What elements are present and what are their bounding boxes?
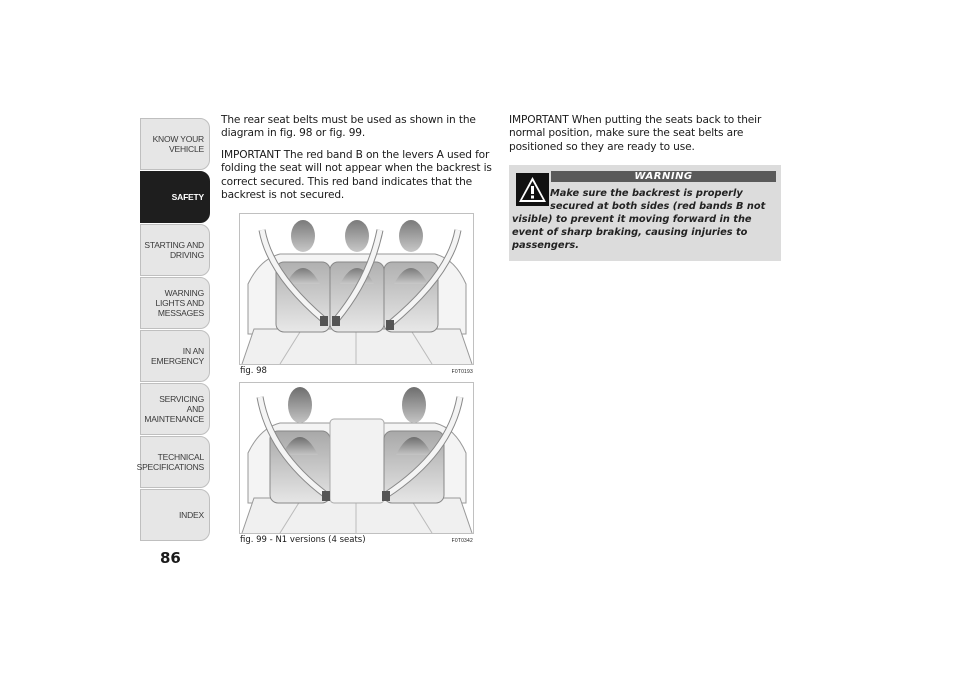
figure-99-caption: fig. 99 - N1 versions (4 seats) xyxy=(240,535,366,545)
tab-warning-lights[interactable] xyxy=(140,277,210,329)
tab-servicing[interactable] xyxy=(140,383,210,435)
warning-title: WARNING xyxy=(551,171,776,182)
figure-99-code: F0T0342 xyxy=(451,538,473,544)
page-number: 86 xyxy=(160,549,181,567)
right-column xyxy=(509,114,781,162)
tab-know-your-vehicle[interactable] xyxy=(140,118,210,170)
tab-safety[interactable] xyxy=(140,171,210,223)
tab-index[interactable] xyxy=(140,489,210,541)
rear-seat-belts-3-seats-illustration xyxy=(239,213,474,365)
left-column xyxy=(221,114,493,210)
tab-label: SERVICING AND MAINTENANCE xyxy=(144,394,204,424)
rear-seat-belts-n1-illustration xyxy=(239,382,474,534)
tab-label: SAFETY xyxy=(171,192,204,202)
tab-label: TECHNICAL SPECIFICATIONS xyxy=(136,452,205,472)
important-seats-back-paragraph: IMPORTANT When putting the seats back to their normal position, make sure the seat belts are positioned so they are ready to use. xyxy=(509,114,762,153)
figure-98 xyxy=(239,213,474,380)
warning-text: Make sure the backrest is properly secured at both sides (red bands B not visible) to prevent it moving forward in the event of sharp braking, causing injuries to passengers. xyxy=(512,188,766,251)
figure-98-caption: fig. 98 xyxy=(240,366,267,376)
tab-label: INDEX xyxy=(179,510,204,520)
tab-in-an-emergency[interactable] xyxy=(140,330,210,382)
rear-seat-belts-paragraph: The rear seat belts must be used as shown in the diagram in fig. 98 or fig. 99. xyxy=(221,114,476,140)
figure-98-code: F0T0193 xyxy=(451,369,473,375)
tab-technical-specifications[interactable] xyxy=(136,436,210,488)
tab-label: STARTING AND DRIVING xyxy=(144,240,204,260)
figure-99 xyxy=(239,382,474,549)
warning-box xyxy=(509,165,781,261)
important-red-band-paragraph: IMPORTANT The red band B on the levers A used for folding the seat will not appear when the backrest is correct secured. This red band indicates that the backrest is not secured. xyxy=(221,148,492,202)
tab-label: KNOW YOUR VEHICLE xyxy=(152,134,204,154)
tab-label: IN AN EMERGENCY xyxy=(151,346,204,366)
tab-label: WARNING LIGHTS AND MESSAGES xyxy=(155,288,204,318)
warning-text-block xyxy=(512,187,774,252)
tab-starting-and-driving[interactable] xyxy=(140,224,210,276)
